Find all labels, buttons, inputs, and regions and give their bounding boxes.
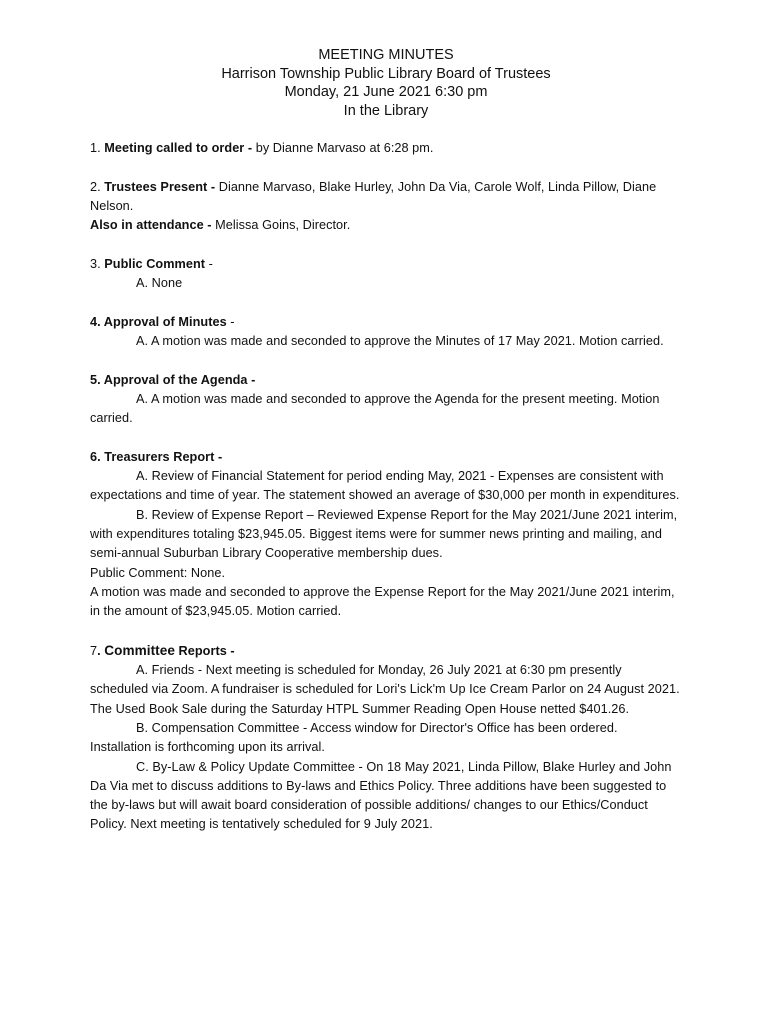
public-comment-item: A. None: [136, 276, 183, 291]
section-title-rest: Reports -: [174, 643, 235, 658]
minutes-body: [90, 139, 682, 835]
attendance-text: Melissa Goins, Director.: [211, 218, 351, 233]
committee-item-bylaw: C. By-Law & Policy Update Committee - On 18 May 2021, Linda Pillow, Blake Hurley and John Da Via met to discuss additions to By-laws and Ethics Policy. Three additions have been suggested to the by-laws but will await board consideration of possible additions/ changes to our Ethics/Conduct Policy. Next meeting is tentatively scheduled for 9 July 2021.: [90, 759, 672, 832]
treasurers-public-comment: Public Comment: None.: [90, 565, 226, 580]
section-title: Trustees Present -: [104, 179, 216, 194]
document-title: MEETING MINUTES: [318, 47, 454, 63]
section-committee-reports: [90, 641, 682, 661]
meeting-date: Monday, 21 June 2021 6:30 pm: [284, 84, 488, 100]
section-number: 7: [90, 643, 98, 658]
section-number: 2.: [90, 179, 105, 194]
section-title: Approval of Minutes: [103, 314, 227, 329]
section-call-to-order: [90, 139, 682, 158]
section-title: Approval of the Agenda -: [103, 372, 256, 387]
approval-agenda-item: A. A motion was made and seconded to approve the Agenda for the present meeting. Motion carried.: [90, 391, 660, 426]
section-title: Treasurers Report -: [104, 449, 223, 464]
section-text: Dianne Marvaso, Blake Hurley, John Da Via, Carole Wolf, Linda Pillow, Diane Nelson.: [90, 179, 657, 213]
section-dash: -: [205, 256, 213, 271]
section-title: Public Comment: [104, 256, 206, 271]
attendance-title: Also in attendance -: [90, 218, 212, 233]
section-approval-agenda: [90, 371, 682, 390]
committee-item-compensation: B. Compensation Committee - Access window for Director's Office has been ordered. Installation is forthcoming upon its arrival.: [90, 720, 618, 755]
document-header: [90, 46, 682, 120]
section-number: 5.: [90, 372, 104, 387]
section-title: Meeting called to order -: [104, 141, 253, 155]
section-title: Committee: [104, 642, 175, 658]
section-number: 4.: [90, 314, 104, 329]
approval-minutes-item: A. A motion was made and seconded to approve the Minutes of 17 May 2021. Motion carried.: [136, 333, 664, 348]
meeting-location: In the Library: [343, 102, 429, 119]
treasurers-item-b: B. Review of Expense Report – Reviewed Expense Report for the May 2021/June 2021 interim, with expenditures totaling $23,945.05. Biggest items were for summer news printing and mailing, and semi-annual Suburban Library Cooperative membership dues.: [90, 507, 678, 561]
section-number: 3.: [90, 256, 105, 271]
section-approval-minutes: [90, 313, 682, 332]
section-text: by Dianne Marvaso at 6:28 pm.: [252, 141, 434, 155]
also-in-attendance: [90, 216, 682, 235]
treasurers-motion: A motion was made and seconded to approve the Expense Report for the May 2021/June 2021 interim, in the amount of $23,945.05. Motion carried.: [90, 584, 675, 619]
section-dot: .: [97, 643, 105, 658]
section-trustees-present: [90, 178, 682, 217]
section-dash: -: [226, 314, 235, 329]
section-public-comment: [90, 255, 682, 274]
section-number: 1.: [90, 141, 105, 155]
section-number: 6.: [90, 449, 105, 464]
section-treasurers-report: [90, 448, 682, 467]
treasurers-item-a: A. Review of Financial Statement for period ending May, 2021 - Expenses are consistent with expectations and time of year. The statement showed an average of $30,000 per month in expenditures.: [90, 469, 680, 503]
committee-item-friends: A. Friends - Next meeting is scheduled for Monday, 26 July 2021 at 6:30 pm presently scheduled via Zoom. A fundraiser is scheduled for Lori's Lick'm Up Ice Cream Parlor on 24 August 2021. The Used Book Sale during the Saturday HTPL Summer Reading Open House netted $401.26.: [90, 663, 680, 716]
minutes-page: [90, 46, 682, 835]
organization-name: Harrison Township Public Library Board of Trustees: [221, 65, 551, 82]
